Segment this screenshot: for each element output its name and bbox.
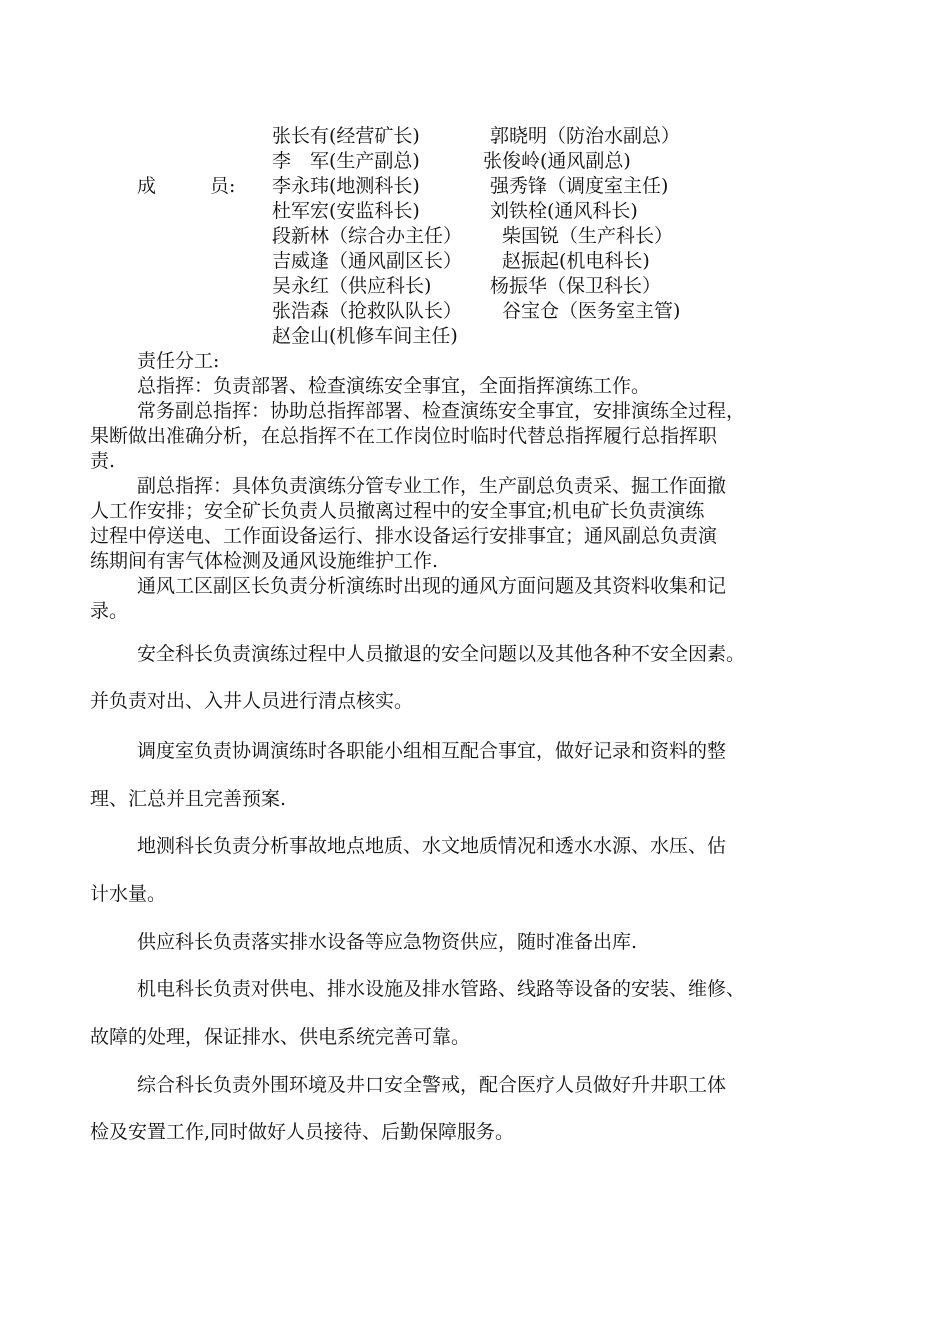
member-name: 刘铁栓(通风科长) bbox=[490, 200, 638, 222]
member-name: 吴永红（供应科长) bbox=[272, 275, 432, 297]
duties-heading: 责任分工: bbox=[137, 350, 220, 372]
duty-paragraph: 安全科长负责演练过程中人员撤退的安全问题以及其他各种不安全因素。 bbox=[137, 643, 746, 665]
duty-paragraph: 通风工区副区长负责分析演练时出现的通风方面问题及其资料收集和记 bbox=[137, 575, 727, 597]
duty-paragraph: 责. bbox=[90, 450, 116, 472]
duty-paragraph: 并负责对出、入井人员进行清点核实。 bbox=[90, 690, 414, 712]
duty-paragraph: 理、汇总并且完善预案. bbox=[90, 788, 287, 810]
duty-paragraph: 过程中停送电、工作面设备运行、排水设备运行安排事宜；通风副总负责演 bbox=[90, 525, 718, 547]
member-name: 张长有(经营矿长) bbox=[272, 125, 420, 147]
member-name: 杨振华（保卫科长） bbox=[490, 275, 662, 297]
members-label-cheng: 成 bbox=[137, 175, 157, 197]
member-name: 李 军(生产副总) bbox=[272, 150, 420, 172]
duty-paragraph: 录。 bbox=[90, 600, 129, 622]
duty-paragraph: 计水量。 bbox=[90, 883, 167, 905]
duty-paragraph: 人工作安排；安全矿长负责人员撤离过程中的安全事宜;机电矿长负责演练 bbox=[90, 500, 705, 522]
member-name: 张浩森（抢救队队长） bbox=[272, 300, 463, 322]
duty-paragraph: 机电科长负责对供电、排水设施及排水管路、线路等设备的安装、维修、 bbox=[137, 978, 746, 1000]
duty-paragraph: 地测科长负责分析事故地点地质、水文地质情况和透水水源、水压、估 bbox=[137, 835, 727, 857]
duty-paragraph: 供应科长负责落实排水设备等应急物资供应，随时准备出库. bbox=[137, 931, 638, 953]
member-name: 赵金山(机修车间主任) bbox=[272, 325, 458, 347]
member-name: 赵振起(机电科长) bbox=[502, 250, 650, 272]
member-name: 杜军宏(安监科长) bbox=[272, 200, 420, 222]
member-name: 张俊岭(通风副总) bbox=[483, 150, 631, 172]
members-label-yuan: 员: bbox=[210, 175, 236, 197]
member-name: 强秀锋（调度室主任) bbox=[490, 175, 669, 197]
member-name: 谷宝仓（医务室主管) bbox=[502, 300, 681, 322]
duty-paragraph: 综合科长负责外围环境及井口安全警戒，配合医疗人员做好升井职工体 bbox=[137, 1074, 727, 1096]
member-name: 吉威逢（通风副区长） bbox=[272, 250, 463, 272]
duty-paragraph: 常务副总指挥：协助总指挥部署、检查演练安全事宜，安排演练全过程， bbox=[137, 400, 746, 422]
duty-paragraph: 检及安置工作,同时做好人员接待、后勤保障服务。 bbox=[90, 1121, 515, 1143]
duty-paragraph: 练期间有害气体检测及通风设施维护工作. bbox=[90, 550, 439, 572]
member-name: 李永玮(地测科长) bbox=[272, 175, 420, 197]
member-name: 段新林（综合办主任） bbox=[272, 225, 463, 247]
duty-paragraph: 调度室负责协调演练时各职能小组相互配合事宜，做好记录和资料的整 bbox=[137, 740, 727, 762]
duty-paragraph: 故障的处理，保证排水、供电系统完善可靠。 bbox=[90, 1026, 471, 1048]
duty-paragraph: 总指挥：负责部署、检查演练安全事宜，全面指挥演练工作。 bbox=[137, 375, 651, 397]
duty-paragraph: 果断做出准确分析，在总指挥不在工作岗位时临时代替总指挥履行总指挥职 bbox=[90, 425, 718, 447]
member-name: 柴国锐（生产科长） bbox=[502, 225, 674, 247]
duty-paragraph: 副总指挥：具体负责演练分管专业工作，生产副总负责采、掘工作面撤 bbox=[137, 475, 727, 497]
member-name: 郭晓明（防治水副总） bbox=[490, 125, 681, 147]
